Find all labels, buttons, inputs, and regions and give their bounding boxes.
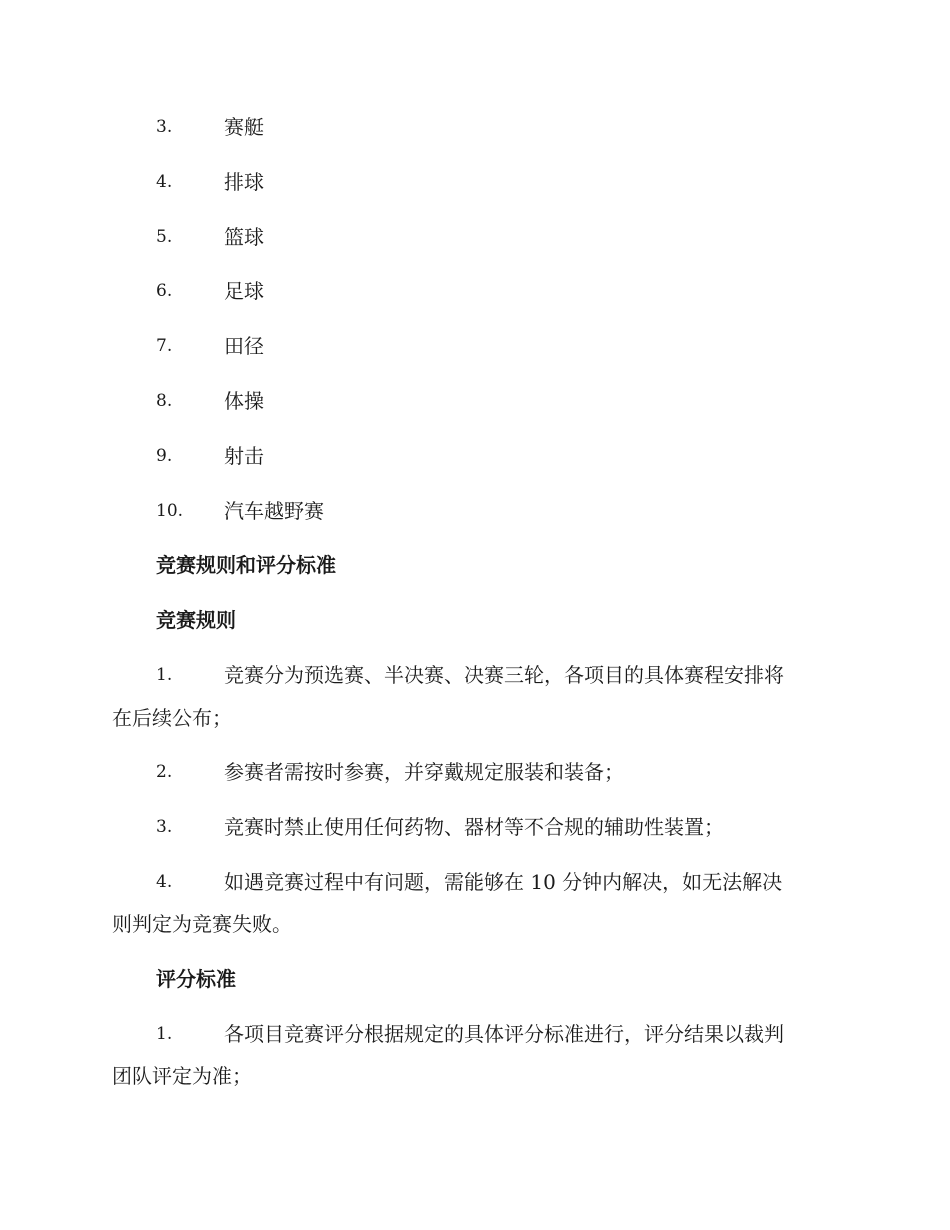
- list-text: 排球: [224, 170, 264, 194]
- list-text: 赛艇: [224, 115, 264, 139]
- list-number: 4.: [156, 872, 173, 892]
- list-number: 4.: [156, 172, 173, 192]
- list-text: 竞赛分为预选赛、半决赛、决赛三轮，各项目的具体赛程安排将: [224, 663, 784, 687]
- list-text: 田径: [224, 334, 264, 358]
- rule-continuation: 在后续公布；: [112, 706, 232, 730]
- list-text: 竞赛时禁止使用任何药物、器材等不合规的辅助性装置；: [224, 815, 724, 839]
- list-number: 1.: [156, 1024, 173, 1044]
- list-number: 5.: [156, 227, 173, 247]
- list-number: 8.: [156, 391, 173, 411]
- list-number: 2.: [156, 762, 173, 782]
- list-number: 1.: [156, 665, 173, 685]
- section-heading: 竞赛规则和评分标准: [156, 553, 336, 577]
- list-number: 3.: [156, 117, 173, 137]
- rule-continuation: 则判定为竞赛失败。: [112, 912, 292, 936]
- list-text: 参赛者需按时参赛，并穿戴规定服装和装备；: [224, 760, 624, 784]
- list-text: 篮球: [224, 225, 264, 249]
- list-text: 射击: [224, 444, 264, 468]
- list-number: 6.: [156, 281, 173, 301]
- list-text: 汽车越野赛: [224, 499, 324, 523]
- list-number: 10.: [156, 501, 184, 521]
- scoring-heading: 评分标准: [156, 967, 236, 991]
- scoring-continuation: 团队评定为准；: [112, 1064, 252, 1088]
- rules-heading: 竞赛规则: [156, 608, 236, 632]
- list-number: 3.: [156, 817, 173, 837]
- list-number: 9.: [156, 446, 173, 466]
- list-text: 各项目竞赛评分根据规定的具体评分标准进行，评分结果以裁判: [224, 1022, 784, 1046]
- list-text: 如遇竞赛过程中有问题，需能够在 10 分钟内解决，如无法解决: [224, 870, 783, 894]
- list-text: 足球: [224, 279, 264, 303]
- list-number: 7.: [156, 336, 173, 356]
- list-text: 体操: [224, 389, 264, 413]
